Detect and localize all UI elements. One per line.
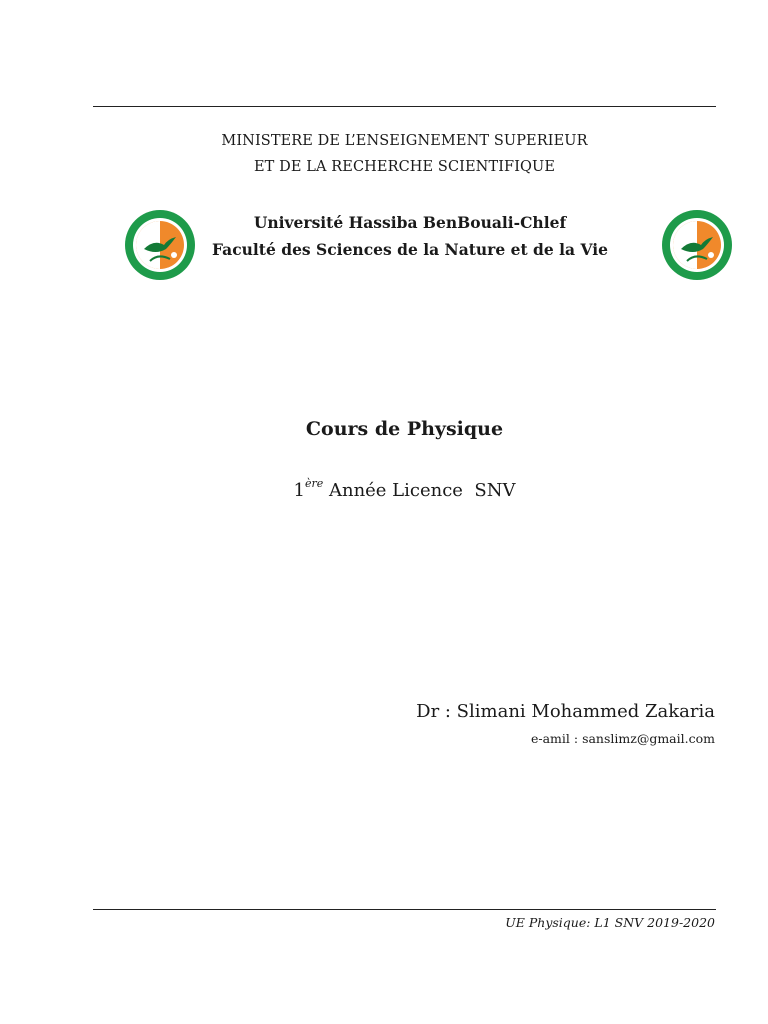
author-name: Dr : Slimani Mohammed Zakaria [416, 701, 715, 722]
level-number: 1 [293, 480, 305, 501]
course-title: Cours de Physique [305, 418, 504, 440]
course-level [93, 477, 716, 501]
bottom-rule [93, 909, 716, 910]
ministry-line-1: MINISTERE DE L’ENSEIGNEMENT SUPERIEUR [221, 133, 588, 149]
university-name: Université Hassiba BenBouali-Chlef [253, 213, 567, 232]
university-seal-icon [124, 209, 196, 281]
footer-course-year: UE Physique: L1 SNV 2019-2020 [505, 915, 715, 930]
university-seal-icon [661, 209, 733, 281]
level-text: Année Licence SNV [323, 480, 516, 501]
level-superscript: ère [304, 477, 324, 490]
author-email: e-amil : sanslimz@gmail.com [530, 731, 715, 746]
faculty-name: Faculté des Sciences de la Nature et de la Vie [212, 240, 608, 259]
ministry-line-2: ET DE LA RECHERCHE SCIENTIFIQUE [253, 159, 556, 175]
top-rule [93, 106, 716, 107]
